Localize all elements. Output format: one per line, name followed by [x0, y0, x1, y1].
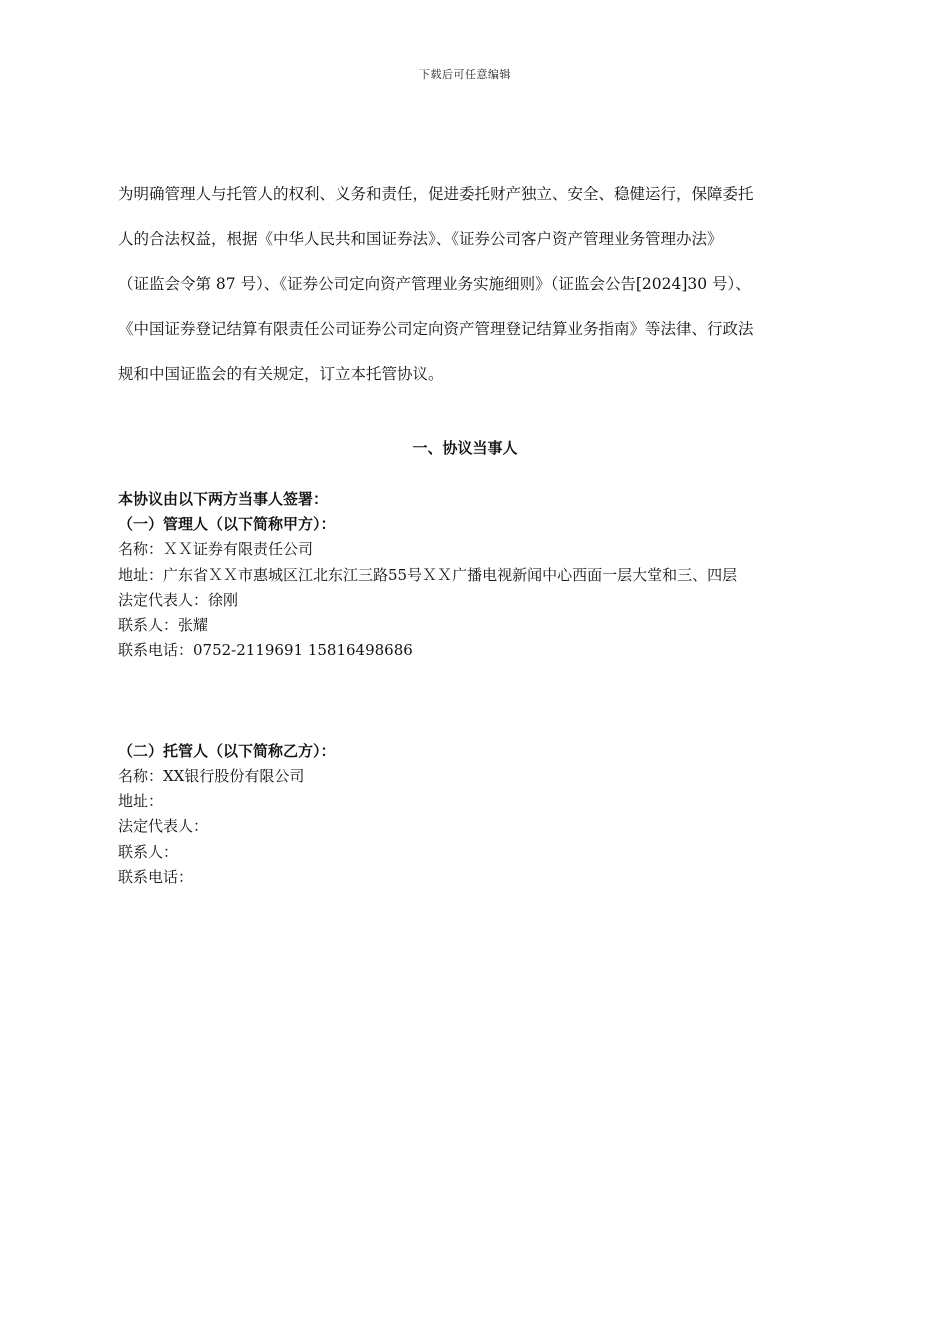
party-a-contact: 联系人：张耀: [118, 615, 209, 634]
page-header: 下载后可任意编辑: [419, 68, 511, 81]
party-a-address: 地址：广东省ＸＸ市惠城区江北东江三路55号ＸＸ广播电视新闻中心西面一层大堂和三、四层: [118, 565, 738, 584]
intro-line: 为明确管理人与托管人的权利、义务和责任，促进委托财产独立、安全、稳健运行，保障委托: [118, 185, 754, 203]
spacer: [118, 663, 838, 739]
party-b-contact: 联系人：: [118, 842, 179, 861]
parties-lead: 本协议由以下两方当事人签署：: [118, 490, 329, 508]
party-a-name: 名称：ＸＸ证券有限责任公司: [118, 540, 314, 559]
party-b-legal-rep: 法定代表人：: [118, 817, 209, 836]
intro-line: 人的合法权益，根据《中华人民共和国证券法》、《证券公司客户资产管理业务管理办法》: [118, 230, 723, 248]
party-b-name: 名称：XX银行股份有限公司: [118, 767, 305, 786]
parties-block: [118, 487, 838, 890]
party-a-legal-rep: 法定代表人：徐刚: [118, 590, 239, 609]
party-a-heading: （一）管理人（以下简称甲方）：: [118, 515, 336, 534]
intro-line: （证监会令第 87 号）、《证券公司定向资产管理业务实施细则》（证监会公告[2024]30 号）、: [118, 275, 751, 293]
intro-paragraph: [118, 178, 838, 403]
party-b-heading: （二）托管人（以下简称乙方）：: [118, 741, 336, 760]
section-title: 一、协议当事人: [412, 439, 518, 457]
party-a-phone: 联系电话：0752-2119691 15816498686: [118, 641, 413, 660]
party-b-phone: 联系电话：: [118, 867, 194, 886]
intro-line: 《中国证券登记结算有限责任公司证券公司定向资产管理登记结算业务指南》等法律、行政法: [118, 320, 754, 338]
party-b-address: 地址：: [118, 792, 164, 811]
intro-line: 规和中国证监会的有关规定，订立本托管协议。: [118, 365, 444, 383]
